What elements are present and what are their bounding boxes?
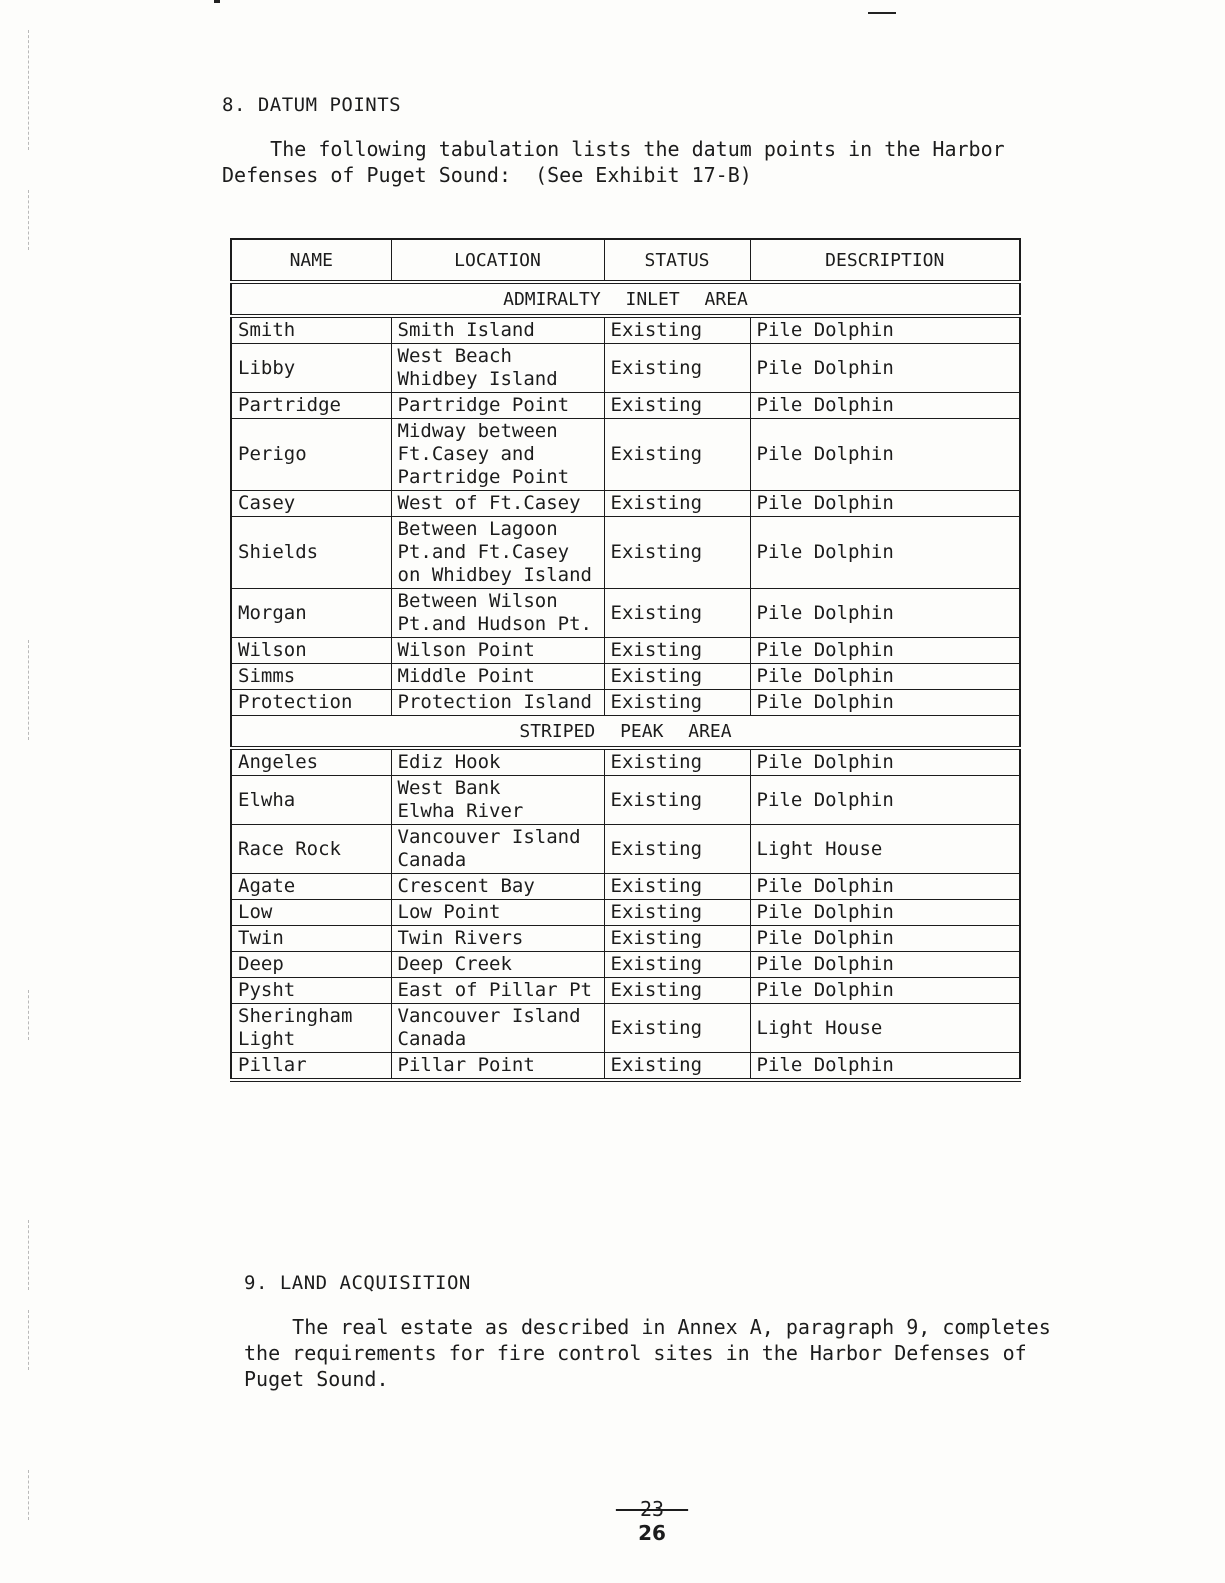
cell-line: Morgan xyxy=(238,601,307,624)
cell-line: Pile Dolphin xyxy=(756,356,894,379)
cell-line: on Whidbey Island xyxy=(397,564,592,586)
cell-name xyxy=(231,926,391,952)
cell-description xyxy=(750,900,1020,926)
cell-name xyxy=(231,664,391,690)
section-9-body xyxy=(244,1314,1051,1392)
cell-line: Wilson Point xyxy=(397,639,535,661)
cell-name xyxy=(231,690,391,716)
binding-holes-mark xyxy=(28,1470,30,1520)
area-label: STRIPED PEAK AREA xyxy=(231,716,1020,749)
cell-line: Pile Dolphin xyxy=(756,875,894,897)
cell-description xyxy=(750,825,1020,874)
cell-name xyxy=(231,517,391,589)
body-line: Puget Sound. xyxy=(244,1367,389,1391)
table-row xyxy=(231,825,1020,874)
cell-line: Pillar Point xyxy=(397,1054,535,1076)
cell-location xyxy=(391,776,604,825)
cell-description xyxy=(750,952,1020,978)
cell-description xyxy=(750,589,1020,638)
cell-description xyxy=(750,978,1020,1004)
table-body xyxy=(231,282,1020,1080)
cell-line: Agate xyxy=(238,875,296,897)
cell-line: Sheringham xyxy=(238,1005,353,1027)
intro-line: Defenses of Puget Sound: (See Exhibit 17-B) xyxy=(222,163,752,187)
cell-status: Existing xyxy=(604,1053,750,1081)
cell-line: Between Lagoon xyxy=(397,518,558,540)
cell-line: Vancouver Island xyxy=(397,826,581,848)
section-8-intro xyxy=(222,136,1005,188)
cell-status: Existing xyxy=(604,316,750,344)
cell-description xyxy=(750,874,1020,900)
cell-name xyxy=(231,638,391,664)
cell-name xyxy=(231,589,391,638)
cell-location xyxy=(391,690,604,716)
area-label: ADMIRALTY INLET AREA xyxy=(231,282,1020,316)
cell-line: Shields xyxy=(238,541,319,563)
table-row xyxy=(231,748,1020,776)
cell-line: Pile Dolphin xyxy=(756,788,894,811)
cell-name xyxy=(231,900,391,926)
cell-line: Protection xyxy=(238,691,353,713)
cell-location xyxy=(391,589,604,638)
cell-status: Existing xyxy=(604,393,750,419)
cell-line: Pt.and Ft.Casey xyxy=(397,541,570,563)
cell-line: West of Ft.Casey xyxy=(397,492,581,514)
cell-name xyxy=(231,419,391,491)
cell-line: Pile Dolphin xyxy=(756,492,894,514)
table-row xyxy=(231,589,1020,638)
cell-status: Existing xyxy=(604,638,750,664)
cell-name xyxy=(231,952,391,978)
cell-description xyxy=(750,748,1020,776)
cell-status: Existing xyxy=(604,825,750,874)
cell-description xyxy=(750,517,1020,589)
cell-status: Existing xyxy=(604,952,750,978)
cell-status: Existing xyxy=(604,419,750,491)
cell-status: Existing xyxy=(604,900,750,926)
cell-line: Pile Dolphin xyxy=(756,751,894,773)
cell-line: Partridge Point xyxy=(397,394,570,416)
cell-description xyxy=(750,344,1020,393)
cell-name xyxy=(231,344,391,393)
cell-location xyxy=(391,517,604,589)
cell-line: Pile Dolphin xyxy=(756,1054,894,1076)
cell-name xyxy=(231,825,391,874)
cell-line: Crescent Bay xyxy=(397,875,535,897)
cell-location xyxy=(391,1053,604,1081)
table-row xyxy=(231,900,1020,926)
cell-location xyxy=(391,638,604,664)
table-row xyxy=(231,491,1020,517)
cell-line: Low Point xyxy=(397,901,501,923)
cell-location xyxy=(391,393,604,419)
cell-line: Deep Creek xyxy=(397,953,512,975)
cell-location xyxy=(391,874,604,900)
cell-status: Existing xyxy=(604,1004,750,1053)
datum-points-table xyxy=(230,238,1021,1082)
cell-line: Middle Point xyxy=(397,665,535,687)
cell-line: Partridge Point xyxy=(397,466,570,488)
table-row xyxy=(231,874,1020,900)
cell-line: Smith xyxy=(238,319,296,341)
cell-location xyxy=(391,748,604,776)
column-header-name: NAME xyxy=(231,239,391,282)
column-header-description: DESCRIPTION xyxy=(750,239,1020,282)
cell-location xyxy=(391,978,604,1004)
cell-line: Deep xyxy=(238,953,284,975)
cell-line: Pile Dolphin xyxy=(756,927,894,949)
table-row xyxy=(231,978,1020,1004)
cell-line: Libby xyxy=(238,356,296,379)
table-row xyxy=(231,316,1020,344)
table-row xyxy=(231,690,1020,716)
cell-line: Wilson xyxy=(238,639,307,661)
area-header-row xyxy=(231,716,1020,749)
column-header-status: STATUS xyxy=(604,239,750,282)
cell-name xyxy=(231,1053,391,1081)
cell-name xyxy=(231,874,391,900)
cell-line: Perigo xyxy=(238,443,307,465)
cell-description xyxy=(750,491,1020,517)
section-9-heading: 9. LAND ACQUISITION xyxy=(244,1272,471,1294)
cell-status: Existing xyxy=(604,664,750,690)
cell-status: Existing xyxy=(604,776,750,825)
cell-line: Pile Dolphin xyxy=(756,665,894,687)
cell-location xyxy=(391,900,604,926)
struck-page-number: - 23 - xyxy=(615,1497,689,1521)
table-row xyxy=(231,344,1020,393)
cell-line: Pillar xyxy=(238,1054,307,1076)
cell-line: Pile Dolphin xyxy=(756,601,894,624)
cell-status: Existing xyxy=(604,978,750,1004)
cell-status: Existing xyxy=(604,517,750,589)
page-number xyxy=(612,1497,692,1545)
cell-status: Existing xyxy=(604,874,750,900)
cell-location xyxy=(391,419,604,491)
table-row xyxy=(231,926,1020,952)
cell-status: Existing xyxy=(604,344,750,393)
cell-line: Light House xyxy=(756,1016,883,1039)
cell-line: Midway between xyxy=(397,420,558,442)
binding-holes-mark xyxy=(28,1310,30,1370)
cell-line: Casey xyxy=(238,492,296,514)
cell-line: West Beach xyxy=(397,345,512,367)
cell-line: Light House xyxy=(756,837,883,860)
intro-line: The following tabulation lists the datum points in the Harbor xyxy=(222,137,1005,161)
section-8-heading: 8. DATUM POINTS xyxy=(222,94,402,116)
table-row xyxy=(231,952,1020,978)
cell-name xyxy=(231,316,391,344)
cell-location xyxy=(391,344,604,393)
cell-location xyxy=(391,316,604,344)
cell-line: Vancouver Island xyxy=(397,1005,581,1027)
scan-mark xyxy=(214,0,220,3)
table-row xyxy=(231,1004,1020,1053)
cell-description xyxy=(750,638,1020,664)
cell-line: Protection Island xyxy=(397,691,592,713)
cell-line: East of Pillar Pt xyxy=(397,979,592,1001)
cell-description xyxy=(750,316,1020,344)
cell-location xyxy=(391,926,604,952)
cell-line: Pile Dolphin xyxy=(756,691,894,713)
cell-line: Ediz Hook xyxy=(397,751,501,773)
cell-description xyxy=(750,1053,1020,1081)
column-header-location: LOCATION xyxy=(391,239,604,282)
table-row xyxy=(231,393,1020,419)
cell-description xyxy=(750,690,1020,716)
cell-line: Low xyxy=(238,901,273,923)
cell-line: West Bank xyxy=(397,777,501,799)
cell-line: Pt.and Hudson Pt. xyxy=(397,613,592,635)
body-line: The real estate as described in Annex A, paragraph 9, completes xyxy=(244,1315,1051,1339)
cell-status: Existing xyxy=(604,491,750,517)
cell-description xyxy=(750,776,1020,825)
cell-location xyxy=(391,825,604,874)
cell-line: Pile Dolphin xyxy=(756,541,894,563)
cell-line: Pile Dolphin xyxy=(756,953,894,975)
cell-line: Twin Rivers xyxy=(397,927,524,949)
cell-location xyxy=(391,1004,604,1053)
handwritten-page-number: 26 xyxy=(638,1521,666,1545)
cell-line: Pysht xyxy=(238,979,296,1001)
scan-mark xyxy=(868,12,896,14)
cell-name xyxy=(231,978,391,1004)
binding-holes-mark xyxy=(28,990,30,1040)
binding-holes-mark xyxy=(28,1220,30,1290)
cell-line: Race Rock xyxy=(238,837,341,860)
cell-location xyxy=(391,952,604,978)
cell-line: Between Wilson xyxy=(397,590,558,612)
cell-line: Pile Dolphin xyxy=(756,319,894,341)
cell-line: Canada xyxy=(397,1028,467,1050)
table-header-row xyxy=(231,239,1020,282)
table-row xyxy=(231,664,1020,690)
cell-line: Angeles xyxy=(238,751,319,773)
table-row xyxy=(231,638,1020,664)
table-row xyxy=(231,1053,1020,1081)
cell-line: Simms xyxy=(238,665,296,687)
table-row xyxy=(231,419,1020,491)
binding-holes-mark xyxy=(28,640,30,740)
cell-line: Pile Dolphin xyxy=(756,901,894,923)
cell-name xyxy=(231,748,391,776)
cell-description xyxy=(750,1004,1020,1053)
table-row xyxy=(231,776,1020,825)
binding-holes-mark xyxy=(28,190,30,250)
cell-line: Ft.Casey and xyxy=(397,443,535,465)
cell-description xyxy=(750,393,1020,419)
cell-name xyxy=(231,1004,391,1053)
cell-status: Existing xyxy=(604,589,750,638)
cell-name xyxy=(231,393,391,419)
cell-line: Elwha xyxy=(238,788,296,811)
cell-line: Pile Dolphin xyxy=(756,639,894,661)
cell-description xyxy=(750,419,1020,491)
cell-line: Pile Dolphin xyxy=(756,443,894,465)
cell-name xyxy=(231,776,391,825)
cell-name xyxy=(231,491,391,517)
area-header-row xyxy=(231,282,1020,316)
cell-location xyxy=(391,491,604,517)
cell-line: Pile Dolphin xyxy=(756,394,894,416)
cell-location xyxy=(391,664,604,690)
body-line: the requirements for fire control sites in the Harbor Defenses of xyxy=(244,1341,1027,1365)
cell-line: Pile Dolphin xyxy=(756,979,894,1001)
cell-status: Existing xyxy=(604,748,750,776)
binding-holes-mark xyxy=(28,30,30,150)
cell-line: Partridge xyxy=(238,394,341,416)
table-row xyxy=(231,517,1020,589)
cell-line: Elwha River xyxy=(397,800,524,822)
cell-line: Smith Island xyxy=(397,319,535,341)
cell-line: Light xyxy=(238,1028,296,1050)
cell-line: Whidbey Island xyxy=(397,368,558,390)
cell-status: Existing xyxy=(604,926,750,952)
cell-line: Canada xyxy=(397,849,467,871)
cell-line: Twin xyxy=(238,927,284,949)
cell-status: Existing xyxy=(604,690,750,716)
cell-description xyxy=(750,926,1020,952)
cell-description xyxy=(750,664,1020,690)
